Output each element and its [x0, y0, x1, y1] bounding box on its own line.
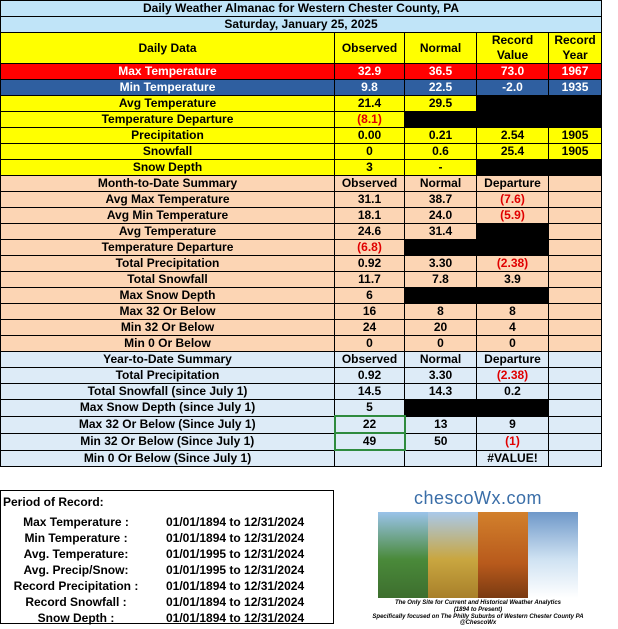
ytd-header-row — [1, 352, 602, 368]
mtd-observed: 18.1 — [335, 208, 405, 224]
mtd-header-observed: Observed — [335, 176, 405, 192]
por-value: 01/01/1894 to 12/31/2024 — [166, 579, 305, 593]
ytd-observed — [335, 450, 405, 467]
mtd-observed: 6 — [335, 288, 405, 304]
ytd-row — [1, 450, 602, 467]
daily-record-year: 1905 — [549, 144, 602, 160]
ytd-label: Min 32 Or Below (Since July 1) — [1, 433, 335, 450]
ytd-normal: 3.30 — [405, 368, 477, 384]
blank-cell — [549, 176, 602, 192]
period-of-record-heading: Period of Record: — [3, 495, 104, 509]
blank-cell — [405, 240, 477, 256]
blank-cell — [549, 368, 602, 384]
blank-cell — [549, 384, 602, 400]
blank-cell — [477, 288, 549, 304]
ytd-departure: (2.38) — [477, 368, 549, 384]
ytd-observed: 5 — [335, 400, 405, 417]
daily-record-value: 2.54 — [477, 128, 549, 144]
ytd-observed: 0.92 — [335, 368, 405, 384]
mtd-label: Avg Min Temperature — [1, 208, 335, 224]
mtd-row — [1, 208, 602, 224]
por-label: Snow Depth : — [37, 611, 115, 625]
daily-observed: 0 — [335, 144, 405, 160]
mtd-row — [1, 256, 602, 272]
mtd-label: Total Precipitation — [1, 256, 335, 272]
daily-record-year: 1935 — [549, 80, 602, 96]
mtd-observed: 24 — [335, 320, 405, 336]
ytd-row — [1, 384, 602, 400]
mtd-departure: 3.9 — [477, 272, 549, 288]
blank-cell — [549, 416, 602, 433]
daily-header-row — [1, 33, 602, 64]
blank-cell — [549, 160, 602, 176]
daily-observed: 21.4 — [335, 96, 405, 112]
daily-record-value: -2.0 — [477, 80, 549, 96]
autumn-leaves-image — [478, 512, 528, 598]
mtd-departure: 0 — [477, 336, 549, 352]
mtd-row — [1, 272, 602, 288]
mtd-row — [1, 304, 602, 320]
ytd-departure: (1) — [477, 433, 549, 450]
ytd-label: Max Snow Depth (since July 1) — [1, 400, 335, 417]
period-of-record-box — [0, 490, 334, 624]
blank-cell — [549, 304, 602, 320]
date-row — [1, 17, 602, 33]
blank-cell — [477, 240, 549, 256]
daily-normal: 29.5 — [405, 96, 477, 112]
ytd-departure: #VALUE! — [477, 450, 549, 467]
daily-observed: 32.9 — [335, 64, 405, 80]
blank-cell — [549, 450, 602, 467]
mtd-departure: (7.6) — [477, 192, 549, 208]
blank-cell — [549, 192, 602, 208]
blank-cell — [549, 240, 602, 256]
daily-normal: 0.6 — [405, 144, 477, 160]
mtd-label: Avg Max Temperature — [1, 192, 335, 208]
mtd-observed: (6.8) — [335, 240, 405, 256]
mtd-row — [1, 320, 602, 336]
blank-cell — [405, 400, 477, 417]
daily-label: Precipitation — [1, 128, 335, 144]
daily-header-record-value: Record Value — [477, 33, 549, 64]
ytd-row — [1, 416, 602, 433]
title-row — [1, 1, 602, 17]
daily-record-year: 1967 — [549, 64, 602, 80]
por-label: Max Temperature : — [23, 515, 129, 529]
por-value: 01/01/1894 to 12/31/2024 — [166, 595, 305, 609]
ytd-observed: 14.5 — [335, 384, 405, 400]
logo-tagline-2: (1894 to Present) — [453, 607, 503, 613]
mtd-label: Min 0 Or Below — [1, 336, 335, 352]
por-label: Min Temperature : — [24, 531, 128, 545]
daily-row-snow-depth — [1, 160, 602, 176]
daily-row-max-temp — [1, 64, 602, 80]
mtd-normal: 3.30 — [405, 256, 477, 272]
mtd-departure: 8 — [477, 304, 549, 320]
daily-row-snowfall — [1, 144, 602, 160]
mtd-label: Min 32 Or Below — [1, 320, 335, 336]
ytd-normal — [405, 450, 477, 467]
por-label: Avg. Temperature: — [23, 547, 129, 561]
daily-row-temp-departure — [1, 112, 602, 128]
por-value: 01/01/1894 to 12/31/2024 — [166, 515, 305, 529]
blank-cell — [405, 288, 477, 304]
daily-observed: 0.00 — [335, 128, 405, 144]
mtd-header-label: Month-to-Date Summary — [1, 176, 335, 192]
ytd-row — [1, 368, 602, 384]
chescowx-logo — [362, 486, 594, 626]
mtd-label: Temperature Departure — [1, 240, 335, 256]
mtd-row — [1, 288, 602, 304]
summer-tree-image — [378, 512, 428, 598]
mtd-header-row — [1, 176, 602, 192]
blank-cell — [405, 112, 477, 128]
mtd-label: Total Snowfall — [1, 272, 335, 288]
daily-label: Snow Depth — [1, 160, 335, 176]
daily-label: Temperature Departure — [1, 112, 335, 128]
ytd-header-departure: Departure — [477, 352, 549, 368]
por-label: Avg. Precip/Snow: — [23, 563, 129, 577]
mtd-normal: 31.4 — [405, 224, 477, 240]
mtd-observed: 11.7 — [335, 272, 405, 288]
por-value: 01/01/1995 to 12/31/2024 — [166, 563, 305, 577]
blank-cell — [549, 352, 602, 368]
por-value: 01/01/1894 to 12/31/2024 — [166, 531, 305, 545]
ytd-header-observed: Observed — [335, 352, 405, 368]
daily-row-min-temp — [1, 80, 602, 96]
daily-observed: (8.1) — [335, 112, 405, 128]
mtd-normal: 24.0 — [405, 208, 477, 224]
daily-normal: 0.21 — [405, 128, 477, 144]
daily-row-precipitation — [1, 128, 602, 144]
por-value: 01/01/1894 to 12/31/2024 — [166, 611, 305, 625]
ytd-departure: 0.2 — [477, 384, 549, 400]
ytd-normal: 14.3 — [405, 384, 477, 400]
blank-cell — [549, 288, 602, 304]
daily-normal: 36.5 — [405, 64, 477, 80]
mtd-row — [1, 192, 602, 208]
fall-tree-image — [428, 512, 478, 598]
mtd-normal: 8 — [405, 304, 477, 320]
mtd-header-normal: Normal — [405, 176, 477, 192]
blank-cell — [549, 433, 602, 450]
daily-normal: 22.5 — [405, 80, 477, 96]
logo-brand: chescoWx.com — [413, 488, 543, 508]
por-label: Record Snowfall : — [25, 595, 127, 609]
ytd-row — [1, 433, 602, 450]
daily-header-label: Daily Data — [1, 33, 335, 64]
daily-row-avg-temp — [1, 96, 602, 112]
mtd-header-departure: Departure — [477, 176, 549, 192]
blank-cell — [477, 160, 549, 176]
mtd-departure: (5.9) — [477, 208, 549, 224]
ytd-label: Total Snowfall (since July 1) — [1, 384, 335, 400]
ytd-observed: 22 — [335, 416, 405, 433]
ytd-header-normal: Normal — [405, 352, 477, 368]
mtd-label: Max Snow Depth — [1, 288, 335, 304]
blank-cell — [549, 272, 602, 288]
mtd-normal: 0 — [405, 336, 477, 352]
ytd-observed: 49 — [335, 433, 405, 450]
mtd-normal: 20 — [405, 320, 477, 336]
daily-observed: 3 — [335, 160, 405, 176]
mtd-label: Avg Temperature — [1, 224, 335, 240]
mtd-normal: 7.8 — [405, 272, 477, 288]
logo-season-panels — [378, 512, 578, 598]
blank-cell — [549, 208, 602, 224]
blank-cell — [549, 112, 602, 128]
daily-label: Min Temperature — [1, 80, 335, 96]
daily-header-normal: Normal — [405, 33, 477, 64]
daily-header-observed: Observed — [335, 33, 405, 64]
mtd-departure: 4 — [477, 320, 549, 336]
ytd-normal: 50 — [405, 433, 477, 450]
por-value: 01/01/1995 to 12/31/2024 — [166, 547, 305, 561]
daily-label: Max Temperature — [1, 64, 335, 80]
blank-cell — [477, 400, 549, 417]
mtd-row — [1, 224, 602, 240]
daily-normal: - — [405, 160, 477, 176]
ytd-row — [1, 400, 602, 417]
ytd-normal: 13 — [405, 416, 477, 433]
mtd-observed: 31.1 — [335, 192, 405, 208]
daily-label: Avg Temperature — [1, 96, 335, 112]
almanac-date: Saturday, January 25, 2025 — [1, 17, 602, 33]
mtd-label: Max 32 Or Below — [1, 304, 335, 320]
mtd-observed: 0.92 — [335, 256, 405, 272]
mtd-observed: 24.6 — [335, 224, 405, 240]
daily-record-value: 73.0 — [477, 64, 549, 80]
logo-tagline-3: Specifically focused on The Philly Suburbs of Western Chester County PA — [372, 614, 584, 620]
daily-record-value: 25.4 — [477, 144, 549, 160]
ytd-departure: 9 — [477, 416, 549, 433]
winter-snow-image — [528, 512, 578, 598]
daily-record-year: 1905 — [549, 128, 602, 144]
mtd-observed: 0 — [335, 336, 405, 352]
por-label: Record Precipitation : — [13, 579, 139, 593]
mtd-departure: (2.38) — [477, 256, 549, 272]
ytd-label: Total Precipitation — [1, 368, 335, 384]
daily-observed: 9.8 — [335, 80, 405, 96]
ytd-label: Min 0 Or Below (Since July 1) — [1, 450, 335, 467]
blank-cell — [549, 256, 602, 272]
daily-label: Snowfall — [1, 144, 335, 160]
blank-cell — [477, 224, 549, 240]
blank-cell — [549, 336, 602, 352]
daily-header-record-year: Record Year — [549, 33, 602, 64]
mtd-row — [1, 336, 602, 352]
mtd-observed: 16 — [335, 304, 405, 320]
logo-tagline-4: @ChescoWx — [459, 620, 497, 626]
blank-cell — [549, 400, 602, 417]
blank-cell — [549, 96, 602, 112]
page-title: Daily Weather Almanac for Western Chester County, PA — [1, 1, 602, 17]
blank-cell — [549, 224, 602, 240]
ytd-header-label: Year-to-Date Summary — [1, 352, 335, 368]
logo-tagline-1: The Only Site for Current and Historical Weather Analytics — [394, 600, 562, 606]
blank-cell — [477, 112, 549, 128]
mtd-row — [1, 240, 602, 256]
mtd-normal: 38.7 — [405, 192, 477, 208]
blank-cell — [549, 320, 602, 336]
ytd-label: Max 32 Or Below (Since July 1) — [1, 416, 335, 433]
blank-cell — [477, 96, 549, 112]
